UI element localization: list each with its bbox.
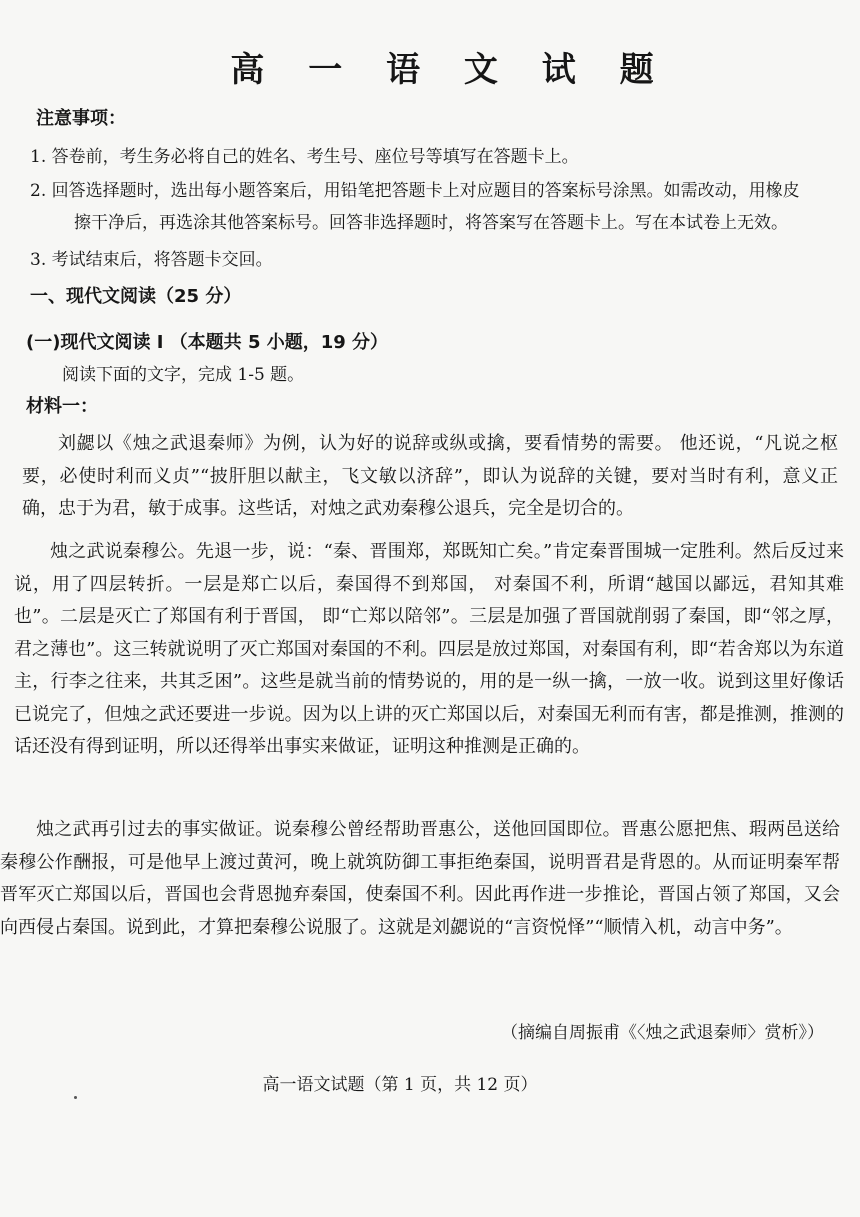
notice-item-2-cont: 擦干净后，再选涂其他答案标号。回答非选择题时，将答案写在答题卡上。写在本试卷上无效。	[74, 213, 788, 233]
paragraph-3: 烛之武再引过去的事实做证。说秦穆公曾经帮助晋惠公，送他回国即位。晋惠公愿把焦、瑕两邑送给秦穆公作酬报，可是他早上渡过黄河，晚上就筑防御工事拒绝秦国，说明晋君是背恩的。从而证明秦军帮晋军灭亡郑国以后，晋国也会背恩抛弃秦国，使秦国不利。因此再作进一步推论，晋国占领了郑国，又会向西侵占秦国。说到此，才算把秦穆公说服了。这就是刘勰说的“言资悦怿”“顺情入机，动言中务”。	[0, 819, 840, 938]
page-footer: 高一语文试题（第 1 页，共 12 页）	[262, 1075, 538, 1095]
notice-heading: 注意事项：	[36, 108, 126, 129]
paragraph-2: 烛之武说秦穆公。先退一步，说：“秦、晋围郑，郑既知亡矣。”肯定秦晋围城一定胜利。然后反过来说，用了四层转折。一层是郑亡以后，秦国得不到郑国， 对秦国不利，所谓“越国以鄙远，君知其难也”。二层是灭亡了郑国有利于晋国， 即“亡郑以陪邻”。三层是加强了晋国就削弱了秦国，即“邻之厚，君之薄也”。这三转就说明了灭亡郑国对秦国的不利。四层是放过郑国，对秦国有利，即“若舍郑以为东道主，行李之往来，共其乏困”。这些是就当前的情势说的，用的是一纵一擒，一放一收。说到这里好像话已说完了，但烛之武还要进一步说。因为以上讲的灭亡郑国以后，对秦国无利而有害，都是推测，推测的话还没有得到证明，所以还得举出事实来做证，证明这种推测是正确的。	[14, 541, 844, 757]
reading-instruction: 阅读下面的文字，完成 1-5 题。	[62, 365, 305, 385]
scan-speck	[74, 1096, 77, 1099]
subsection-heading: (一)现代文阅读 I （本题共 5 小题，19 分）	[26, 332, 389, 353]
paragraph-1: 刘勰以《烛之武退秦师》为例，认为好的说辞或纵或擒，要看情势的需要。 他还说，“凡说之枢要，必使时利而义贞”“披肝胆以献主，飞文敏以济辞”，即认为说辞的关键，要对当时有利，意义正确，忠于为君，敏于成事。这些话，对烛之武劝秦穆公退兵，完全是切合的。	[22, 433, 838, 519]
notice-item-1: 1. 答卷前，考生务必将自己的姓名、考生号、座位号等填写在答题卡上。	[30, 147, 579, 167]
source-citation: （摘编自周振甫《〈烛之武退秦师〉赏析》）	[501, 1023, 824, 1043]
notice-item-3: 3. 考试结束后，将答题卡交回。	[30, 250, 273, 270]
section-heading: 一、现代文阅读（25 分）	[30, 286, 242, 307]
material-label: 材料一：	[26, 396, 98, 417]
notice-item-2: 2. 回答选择题时，选出每小题答案后，用铅笔把答题卡上对应题目的答案标号涂黑。如需改动，用橡皮	[30, 181, 800, 201]
exam-title: 高 一 语 文 试 题	[230, 50, 670, 90]
